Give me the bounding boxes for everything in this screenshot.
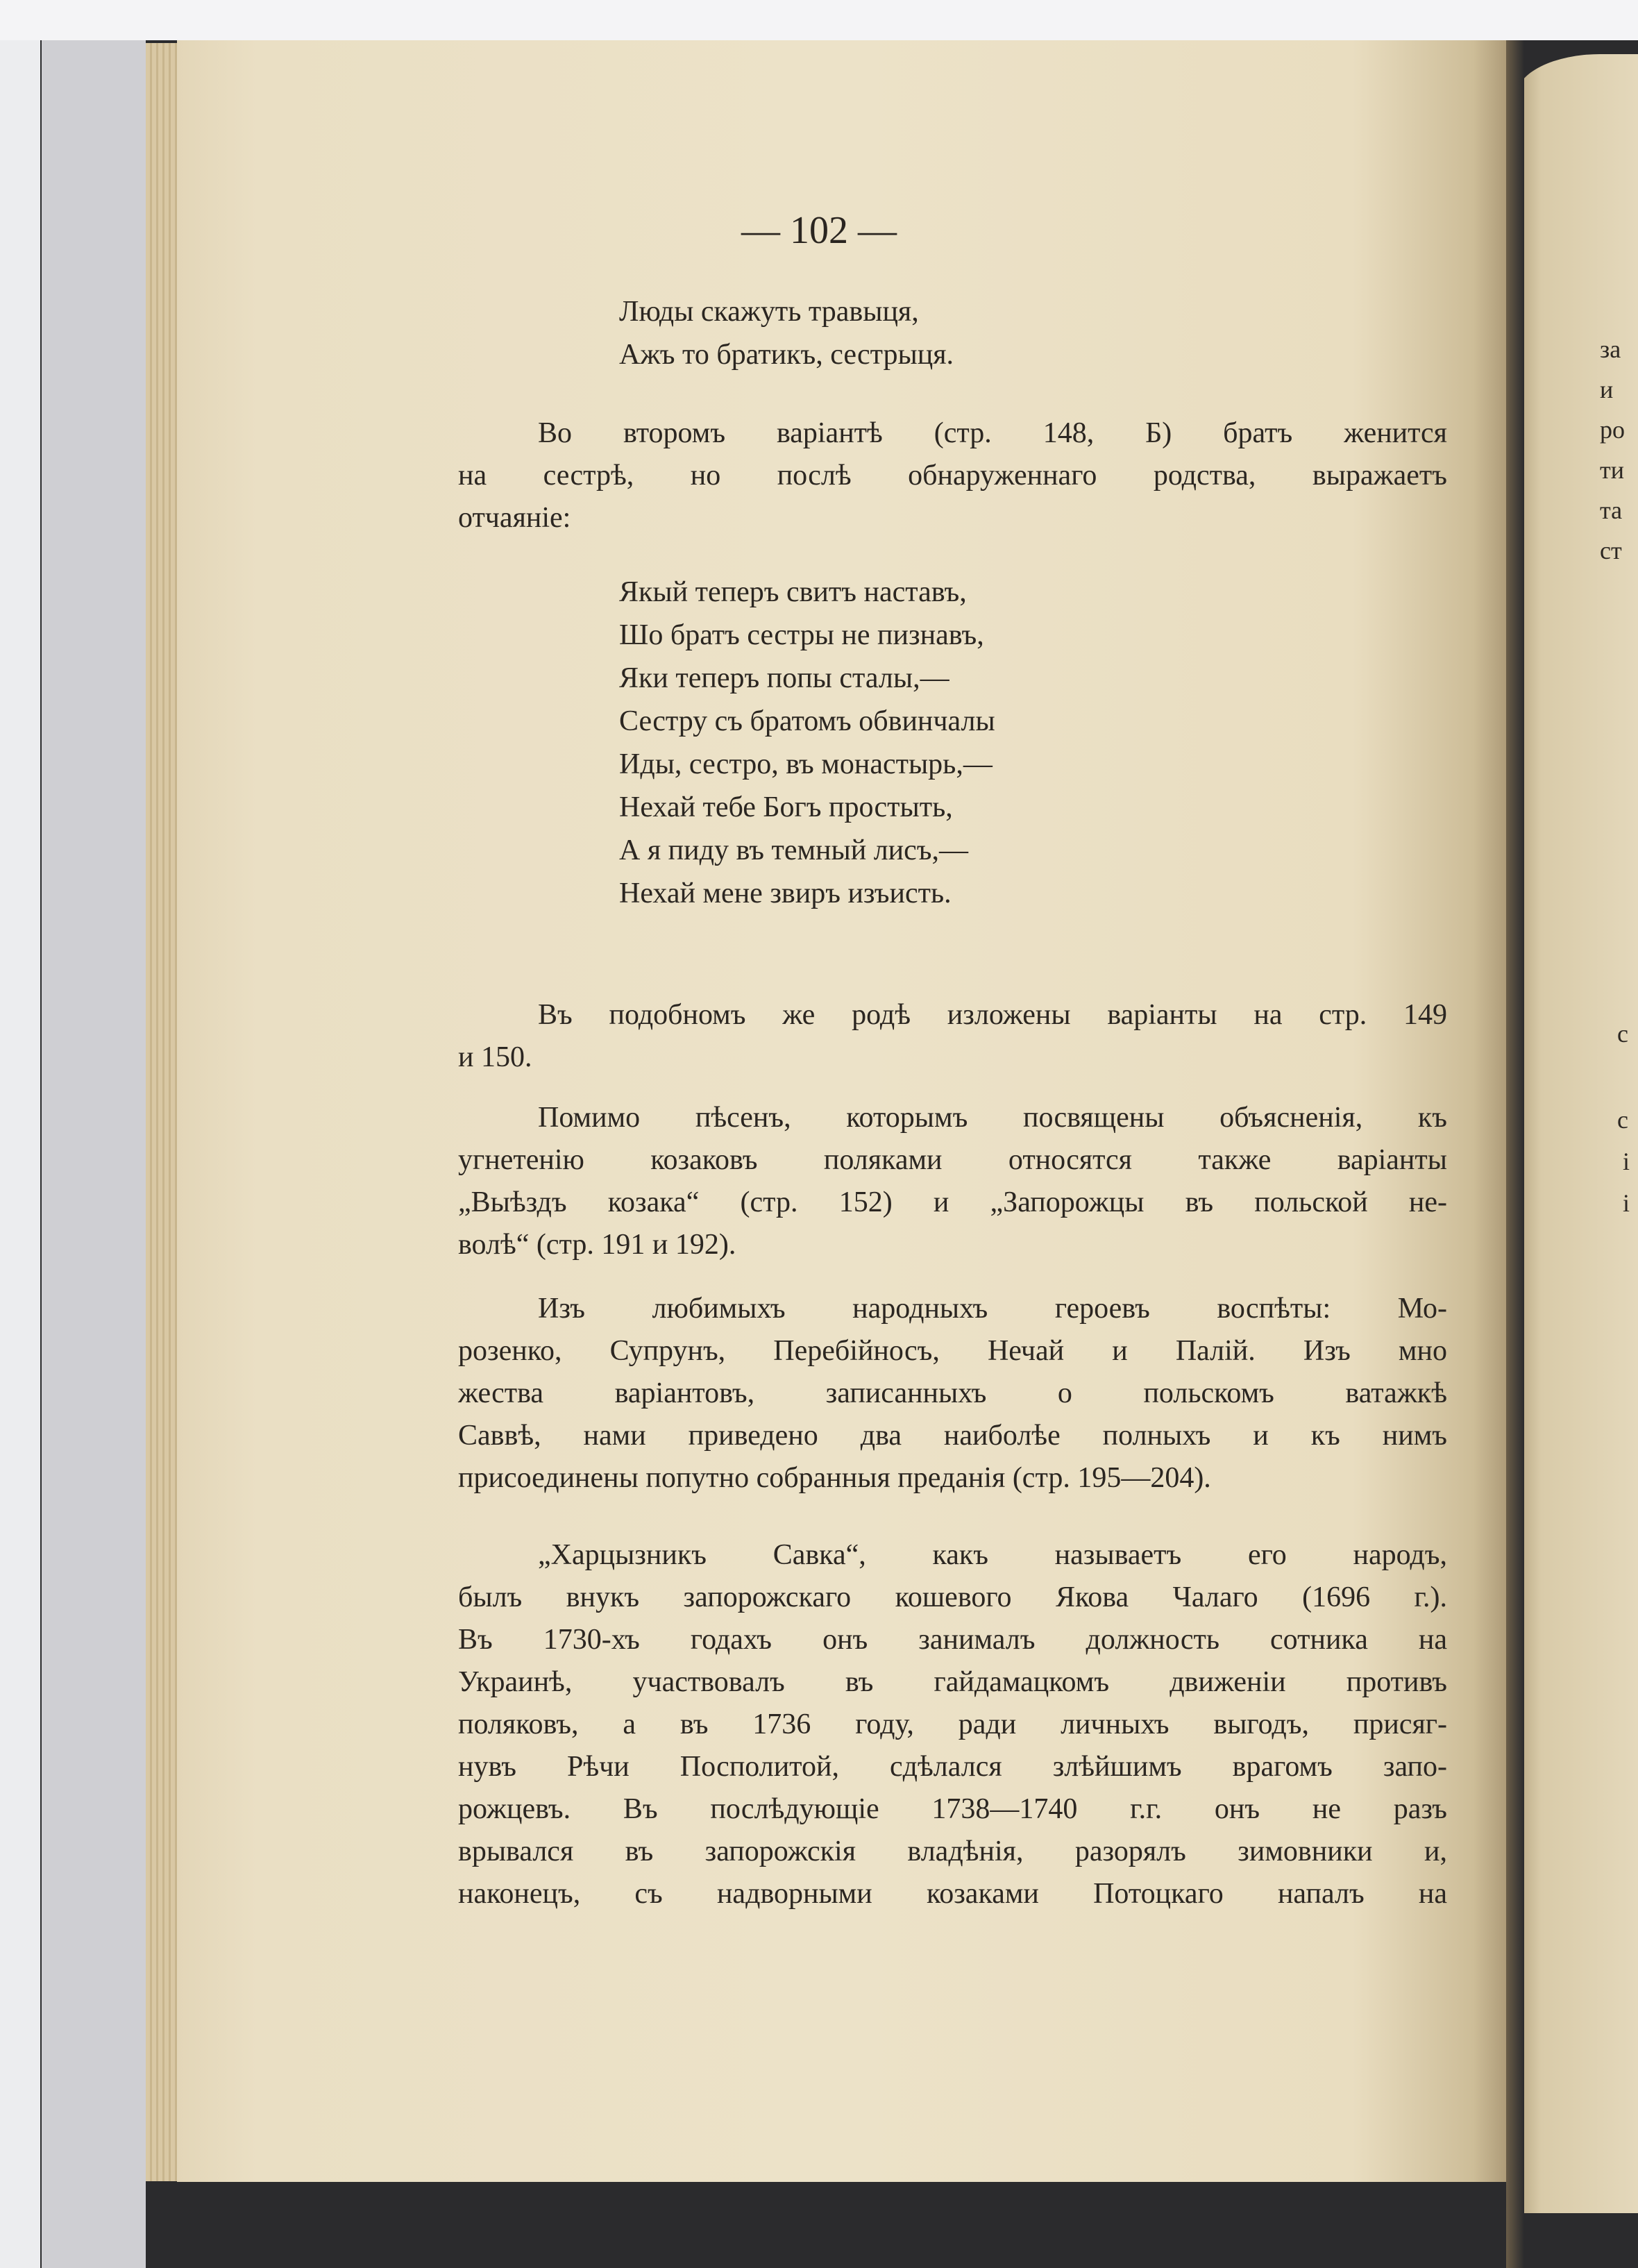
book-spine-shadow [1506, 40, 1524, 2268]
verse-line: Шо братъ сестры не пизнавъ, [619, 619, 984, 651]
text-line: Во второмъ варіантѣ (стр. 148, Б) братъ женится [538, 417, 1447, 449]
text-line: поляковъ, а въ 1736 году, ради личныхъ выгодъ, присяг- [458, 1708, 1447, 1740]
facing-page-fragment: с [1617, 1106, 1628, 1134]
text-line: и 150. [458, 1041, 532, 1073]
facing-page-fragment: и [1600, 376, 1614, 403]
facing-page-fragment: с [1617, 1020, 1628, 1048]
text-line: угнетенію козаковъ поляками относятся также варіанты [458, 1144, 1447, 1176]
verse-2 [619, 571, 995, 915]
verse-line: Нехай тебе Богъ простыть, [619, 791, 953, 823]
paragraph-5 [458, 1534, 1447, 1915]
text-line: былъ внукъ запорожскаго кошевого Якова Чалаго (1696 г.). [458, 1581, 1447, 1613]
text-line: „Харцызникъ Савка“, какъ называетъ его народъ, [538, 1539, 1447, 1571]
text-line: Въ подобномъ же родѣ изложены варіанты на стр. 149 [538, 999, 1447, 1031]
text-line: присоединены попутно собранныя преданія (стр. 195—204). [458, 1462, 1211, 1494]
facing-page-fragment: ст [1600, 537, 1622, 564]
facing-page-fragment: ро [1600, 416, 1625, 444]
verse-line: Люды скажуть травыця, [619, 296, 919, 328]
facing-page-fragment: і [1623, 1189, 1630, 1217]
text-line: Въ 1730-хъ годахъ онъ занималъ должность сотника на [458, 1624, 1447, 1656]
text-line: Помимо пѣсенъ, которымъ посвящены объясненія, къ [538, 1102, 1447, 1134]
verse-1 [619, 290, 954, 376]
page-number: — 102 — [741, 209, 897, 252]
text-line: на сестрѣ, но послѣ обнаруженнаго родства, выражаетъ [458, 460, 1447, 492]
paragraph-1 [458, 412, 1447, 539]
verse-line: Яки теперъ попы сталы,— [619, 662, 949, 694]
verse-line: Сестру съ братомъ обвинчалы [619, 705, 995, 737]
verse-line: Иды, сестро, въ монастырь,— [619, 748, 993, 780]
text-line: рожцевъ. Въ послѣдующіе 1738—1740 г.г. онъ не разъ [458, 1793, 1447, 1825]
paragraph-2 [458, 994, 1447, 1079]
paragraph-3 [458, 1097, 1447, 1266]
facing-page-fragment: та [1600, 496, 1623, 524]
text-line: нувъ Рѣчи Посполитой, сдѣлался злѣйшимъ врагомъ запо- [458, 1751, 1447, 1783]
text-line: Саввѣ, нами приведено два наиболѣе полныхъ и къ нимъ [458, 1420, 1447, 1452]
facing-page-fragment: і [1623, 1148, 1630, 1175]
text-line: Изъ любимыхъ народныхъ героевъ воспѣты: Мо- [538, 1293, 1447, 1325]
verse-line: Нехай мене звиръ изъисть. [619, 877, 952, 909]
facing-page-fragment: ти [1600, 456, 1624, 484]
verse-line: Ажъ то братикъ, сестрыця. [619, 339, 954, 371]
paragraph-4 [458, 1288, 1447, 1500]
text-line: отчаяніе: [458, 502, 571, 534]
verse-line: А я пиду въ темный лисъ,— [619, 834, 969, 866]
text-line: врывался въ запорожскія владѣнія, разорялъ зимовники и, [458, 1836, 1447, 1867]
text-line: волѣ“ (стр. 191 и 192). [458, 1229, 736, 1261]
text-line: „Выѣздъ козака“ (стр. 152) и „Запорожцы въ польской не- [458, 1186, 1447, 1218]
text-line: розенко, Супрунъ, Перебiйносъ, Нечай и Палiй. Изъ мно [458, 1335, 1447, 1367]
text-line: жества варіантовъ, записанныхъ о польскомъ ватажкѣ [458, 1377, 1447, 1409]
scan-left-margin [42, 40, 146, 2268]
facing-page-fragment: за [1600, 335, 1621, 363]
text-line: наконецъ, съ надворными козаками Потоцкаго напалъ на [458, 1878, 1447, 1910]
scan-top-margin [0, 0, 1638, 40]
text-line: Украинѣ, участвовалъ въ гайдамацкомъ движеніи противъ [458, 1666, 1447, 1698]
verse-line: Якый теперъ свитъ наставъ, [619, 576, 967, 608]
